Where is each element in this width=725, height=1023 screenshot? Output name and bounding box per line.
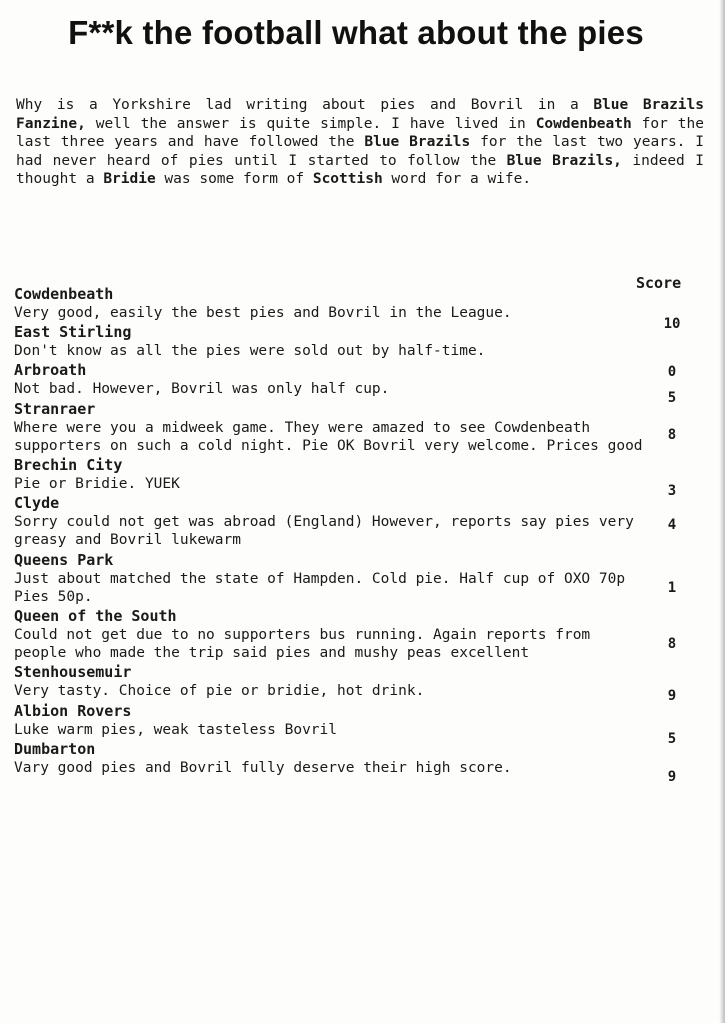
- review-comment: Very good, easily the best pies and Bovril in the League.: [14, 305, 512, 321]
- review-comment: Just about matched the state of Hampden. Cold pie. Half cup of OXO 70p Pies 50p.: [14, 570, 626, 605]
- review-entry: [14, 606, 714, 662]
- intro-text: well the answer is quite simple. I have lived in: [85, 115, 536, 132]
- review-comment: Could not get due to no supporters bus running. Again reports from people who made the trip said pies and mushy peas excellent: [14, 627, 591, 662]
- review-entry: [14, 360, 714, 407]
- team-name: Clyde: [14, 494, 60, 513]
- intro-text: for the last three years and have followed the: [16, 115, 704, 150]
- review-entry: [14, 739, 714, 785]
- review-entry: [14, 662, 714, 705]
- page-edge-shadow: [719, 0, 725, 1023]
- review-comment: Sorry could not get was abroad (England) However, reports say pies very greasy and Bovril lukewarm: [14, 514, 634, 549]
- intro-text: was some form of: [155, 171, 313, 187]
- review-comment: Very tasty. Choice of pie or bridie, hot drink.: [14, 683, 425, 700]
- intro-bold-cowdenbeath: Cowdenbeath: [535, 115, 632, 132]
- intro-text: Why is a Yorkshire lad writing about pies and Bovril in a: [16, 97, 594, 113]
- intro-bold-fanzine: Blue Brazils Fanzine,: [16, 97, 705, 132]
- review-score: 9: [667, 688, 677, 705]
- intro-paragraph: [16, 96, 704, 189]
- intro-bold-blue-brazils: Blue Brazils: [364, 134, 471, 150]
- team-name: Queens Park: [14, 550, 114, 569]
- review-entry: [14, 455, 714, 500]
- review-score: 0: [667, 364, 677, 381]
- intro-text: for the last two years. I had never heard of pies until I started to follow the: [16, 134, 704, 169]
- intro-bold-scottish: Scottish: [312, 171, 383, 187]
- team-name: Albion Rovers: [14, 701, 132, 720]
- article-title: F**k the football what about the pies: [68, 14, 644, 51]
- review-comment: Not bad. However, Bovril was only half cup.: [14, 381, 390, 398]
- review-comment: Pie or Bridie. YUEK: [14, 476, 180, 493]
- review-comment: Vary good pies and Bovril fully deserve their high score.: [14, 759, 512, 776]
- team-name: East Stirling: [14, 323, 132, 342]
- review-entry: [14, 550, 714, 606]
- review-comment: Where were you a midweek game. They were amazed to see Cowdenbeath supporters on such a cold night. Pie OK Bovril very welcome. Prices good: [14, 419, 643, 454]
- team-name: Cowdenbeath: [14, 285, 114, 303]
- review-score: 5: [667, 730, 677, 747]
- team-name: Stenhousemuir: [14, 663, 132, 682]
- team-name: Arbroath: [14, 361, 87, 380]
- review-score: 3: [667, 483, 677, 500]
- review-score: 9: [667, 768, 677, 785]
- review-score: 10: [663, 316, 681, 332]
- review-entry: [14, 493, 714, 549]
- review-entry: [14, 399, 714, 455]
- intro-text: indeed I thought a: [16, 152, 704, 187]
- review-comment: Luke warm pies, weak tasteless Bovril: [14, 721, 338, 738]
- intro-text: word for a wife.: [382, 171, 532, 187]
- review-score: 1: [667, 579, 677, 596]
- team-name: Dumbarton: [14, 739, 96, 758]
- review-score: 4: [667, 517, 677, 534]
- review-score: 5: [667, 390, 677, 407]
- review-score: 8: [667, 426, 677, 443]
- team-name: Stranraer: [14, 399, 96, 418]
- review-score: 8: [667, 636, 677, 653]
- review-comment: Don't know as all the pies were sold out by half-time.: [14, 343, 486, 360]
- team-name: Queen of the South: [14, 607, 177, 626]
- review-entry: [14, 284, 714, 332]
- review-entry: [14, 701, 714, 747]
- team-name: Brechin City: [14, 456, 123, 475]
- review-list: [14, 284, 714, 785]
- score-column-header: Score: [636, 274, 682, 292]
- intro-bold-bridie: Bridie: [103, 171, 156, 187]
- intro-bold-blue-brazils-2: Blue Brazils,: [506, 152, 622, 169]
